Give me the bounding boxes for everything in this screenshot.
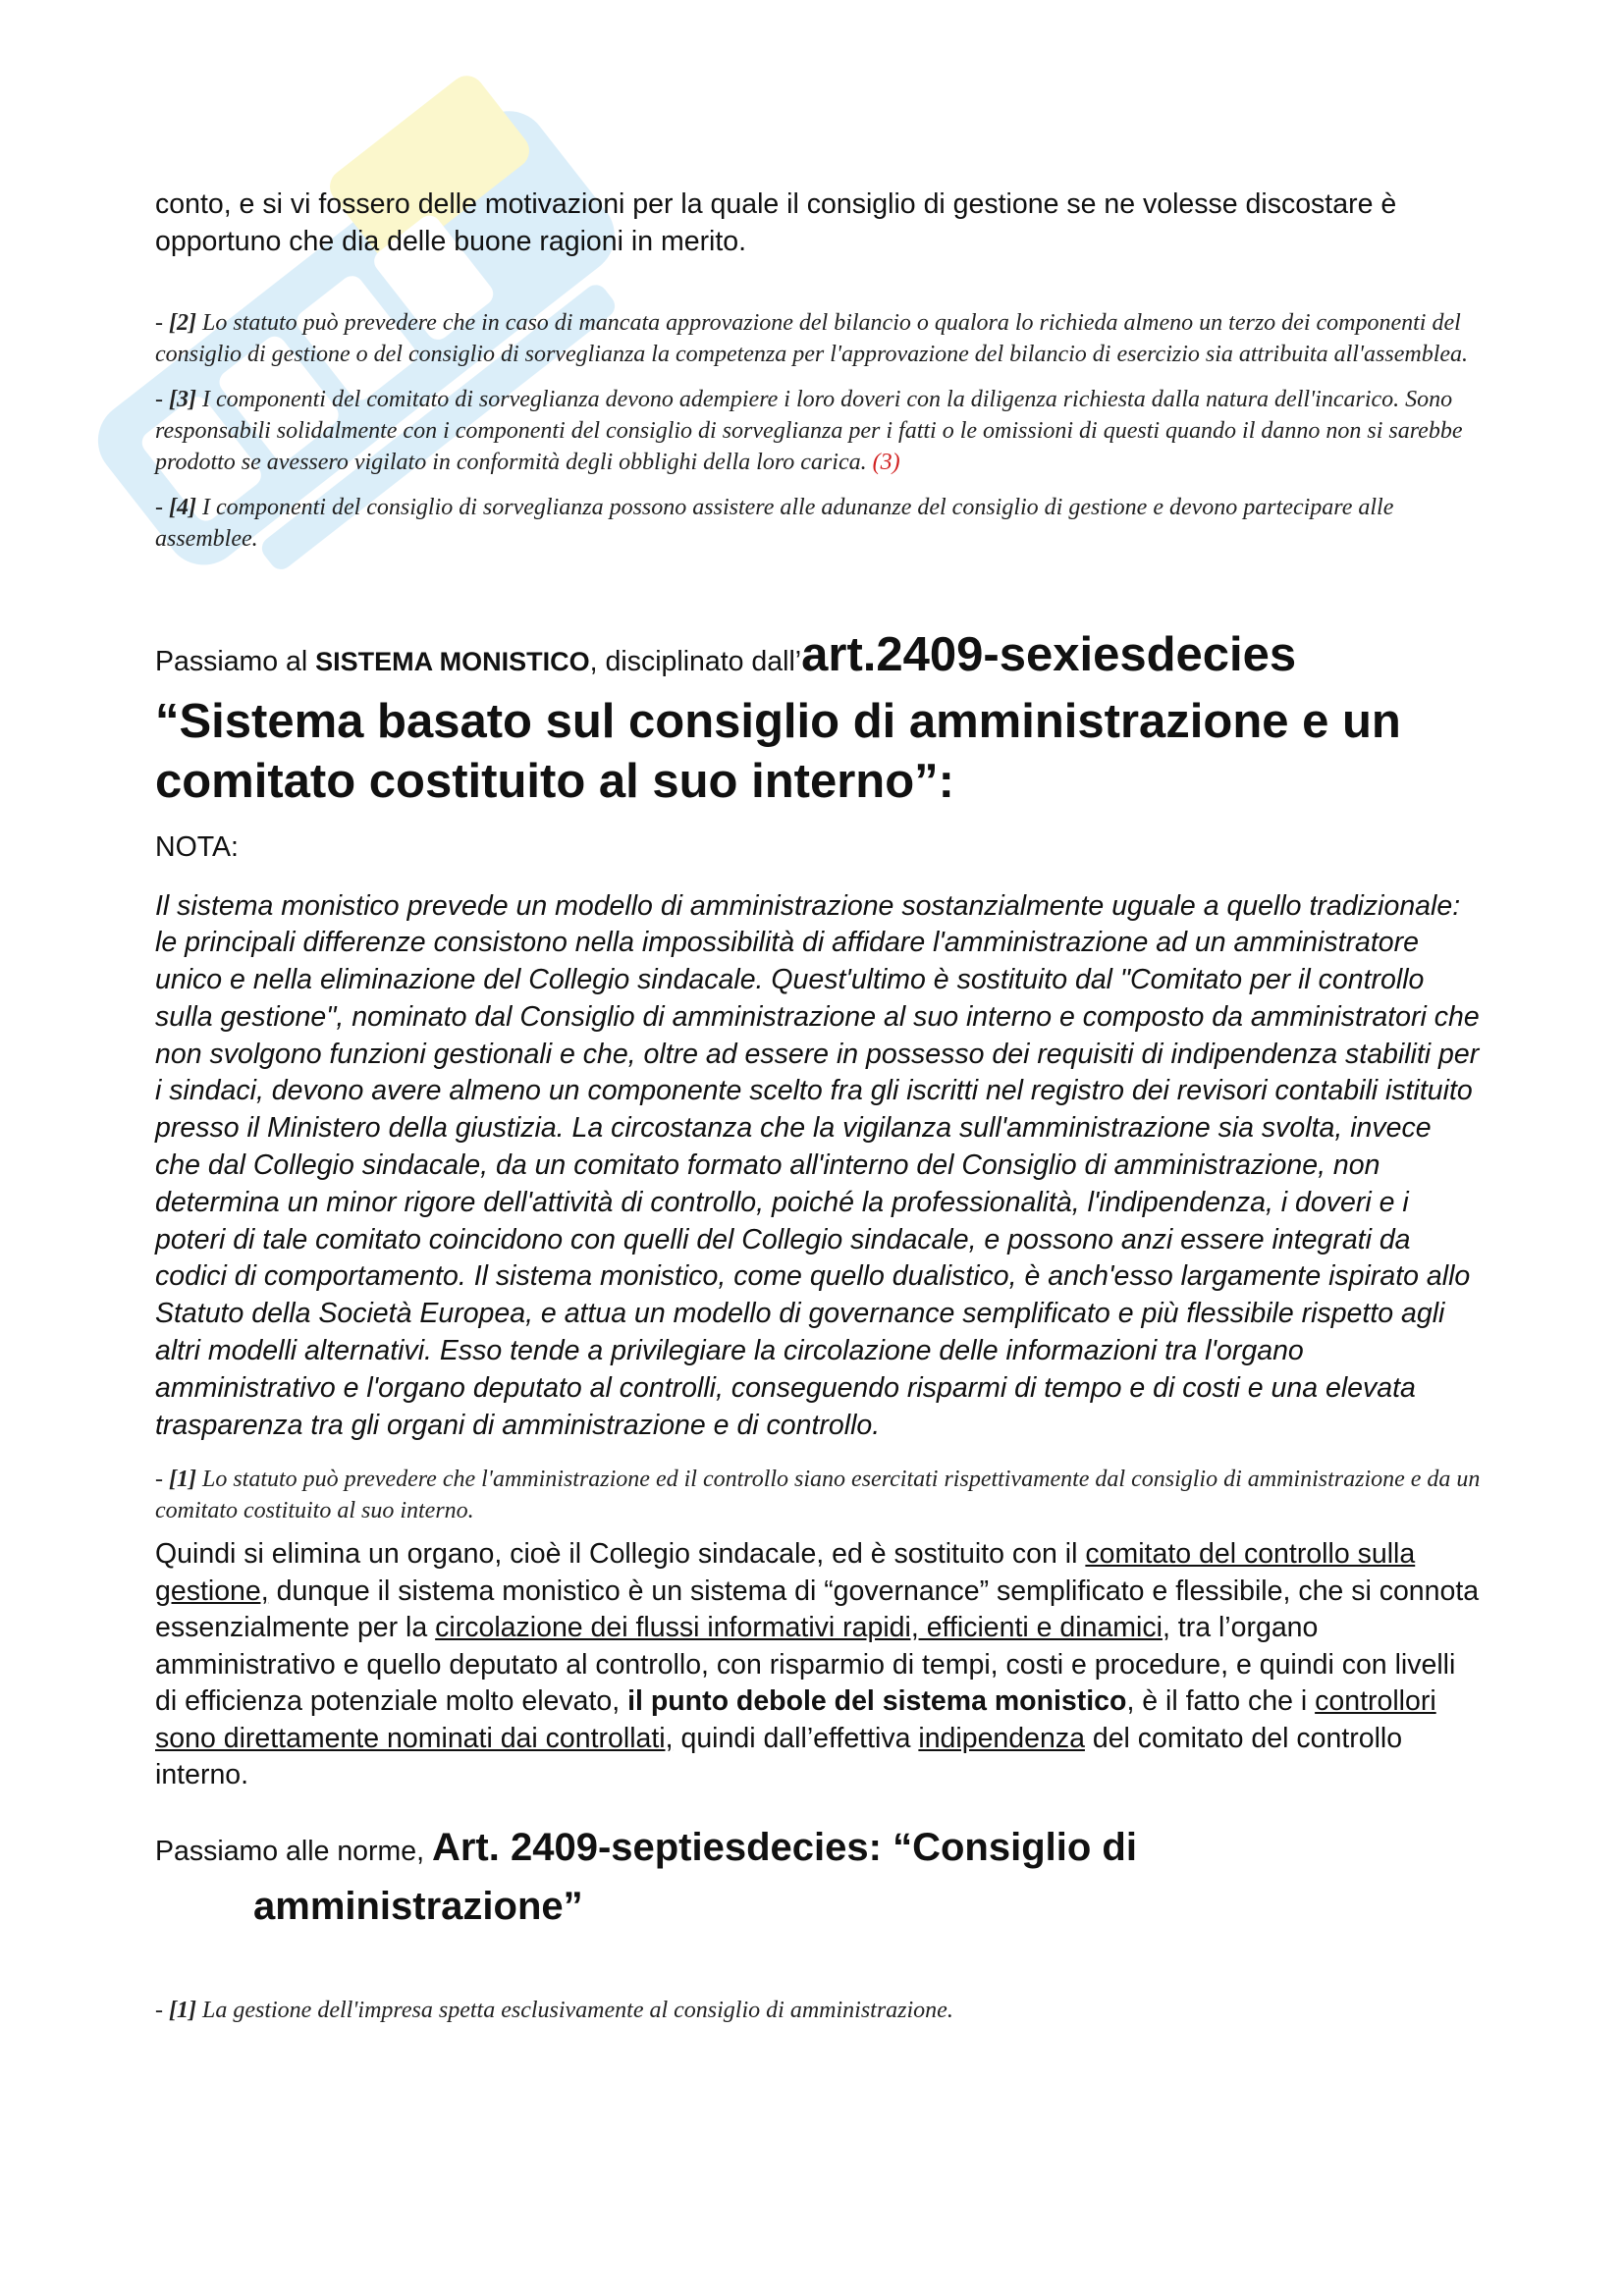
comma-number: [2] bbox=[169, 310, 196, 336]
article-ref-cont: amministrazione” bbox=[253, 1884, 583, 1928]
nota-label: NOTA: bbox=[155, 831, 239, 863]
comma-text: Lo statuto può prevedere che l'amministrazione ed il controllo siano esercitati rispettivamente dal consiglio di amministrazione e da un comitato costituito al suo interno. bbox=[155, 1467, 1481, 1524]
comma-1-monistico: - [1] Lo statuto può prevedere che l'amministrazione ed il controllo siano esercitati rispettivamente dal consiglio di amministrazione e da un comitato costituito al suo interno. bbox=[155, 1467, 1481, 1524]
nota-body: Il sistema monistico prevede un modello di amministrazione sostanzialmente uguale a quello tradizionale: le principali differenze consistono nella impossibilità di affidare l'amministrazione ad un amministratore unico e nella eliminazione del Collegio sindacale. Quest'ultimo è sostituito dal "Comitato per il controllo sulla gestione", nominato dal Consiglio di amministrazione al suo interno e composto da amministratori che non svolgono funzioni gestionali e che, oltre ad essere in possesso dei requisiti di indipendenza stabiliti per i sindaci, devono avere almeno un componente scelto fra gli iscritti nel registro dei revisori contabili istituito presso il Ministero della giustizia. La circostanza che la vigilanza sull'amministrazione sia svolta, invece che dal Collegio sindacale, da un comitato formato all'interno del Consiglio di amministrazione, non determina un minor rigore dell'attività di controllo, poiché la professionalità, l'indipendenza, i doveri e i poteri di tale comitato coincidono con quelli del Collegio sindacale, e possono anzi essere integrati da codici di comportamento. Il sistema monistico, come quello dualistico, è anch'esso largamente ispirato allo Statuto della Società Europea, e attua un modello di governance semplificato e più flessibile rispetto agli altri modelli alternativi. Esso tende a privilegiare la circolazione delle informazioni tra l'organo amministrativo e l'organo deputato al controlli, conseguendo risparmi di tempo e di costi e una elevata trasparenza tra gli organi di amministrazione e di controllo. bbox=[155, 889, 1480, 1441]
comma-4: - [4] I componenti del consiglio di sorveglianza possono assistere alle adunanze del consiglio di gestione e devono partecipare alle assemblee. bbox=[155, 495, 1394, 552]
paragraph-continuation: conto, e si vi fossero delle motivazioni per la quale il consiglio di gestione se ne volesse discostare è opportuno che dia delle buone ragioni in merito. bbox=[155, 188, 1397, 257]
heading-strong: SISTEMA MONISTICO bbox=[315, 647, 590, 676]
comma-1-cda: - [1] La gestione dell'impresa spetta esclusivamente al consiglio di amministrazione. bbox=[155, 1997, 953, 2023]
comma-number: [4] bbox=[169, 495, 196, 520]
comma-3: - [3] I componenti del comitato di sorveglianza devono adempiere i loro doveri con la diligenza richiesta dalla natura dell'incarico. Sono responsabili solidalmente con i componenti del consiglio di sorveglianza per i fatti o le omissioni di questi quando il danno non si sarebbe prodotto se avessero vigilato in conformità degli obblighi della loro carica. (3) bbox=[155, 387, 1463, 475]
heading-intro: Passiamo al bbox=[155, 646, 316, 677]
comma-number: [1] bbox=[169, 1997, 196, 2023]
footnote-ref-link[interactable]: (3) bbox=[872, 450, 900, 475]
comma-text: Lo statuto può prevedere che in caso di mancata approvazione del bilancio o qualora lo richieda almeno un terzo dei componenti del consiglio di gestione o del consiglio di sorveglianza la competenza per l'approvazione del bilancio di esercizio sia attribuita all'assemblea. bbox=[155, 310, 1469, 367]
bold-punto-debole: il punto debole del sistema monistico bbox=[627, 1685, 1127, 1718]
underline-comitato: comitato del controllo sulla gestione, bbox=[155, 1538, 1416, 1607]
quindi-paragraph: Quindi si elimina un organo, cioè il Collegio sindacale, ed è sostituito con il comitato del controllo sulla gestione, dunque il sistema monistico è un sistema di “governance” semplificato e flessibile, che si connota essenzialmente per la circolazione dei flussi informativi rapidi, efficienti e dinamici, tra l’organo amministrativo e quello deputato al controllo, con risparmio di tempi, costi e procedure, e quindi con livelli di efficienza potenziale molto elevato, il punto debole del sistema monistico, è il fatto che i controllori sono direttamente nominati dai controllati, quindi dall’effettiva indipendenza del comitato del controllo interno. bbox=[155, 1538, 1480, 1791]
comma-text: I componenti del consiglio di sorveglianza possono assistere alle adunanze del consiglio di gestione e devono partecipare alle assemblee. bbox=[155, 495, 1394, 552]
heading-norme bbox=[155, 1820, 1481, 1934]
heading-monistico bbox=[155, 625, 1481, 812]
comma-text: I componenti del comitato di sorveglianza devono adempiere i loro doveri con la diligenza richiesta dalla natura dell'incarico. Sono responsabili solidalmente con i componenti del consiglio di sorveglianza per i fatti o le omissioni di questi quando il danno non si sarebbe prodotto se avessero vigilato in conformità degli obblighi della loro carica. bbox=[155, 387, 1463, 475]
underline-circolazione: circolazione dei flussi informativi rapidi, efficienti e dinamici bbox=[435, 1612, 1163, 1644]
underline-controllori: controllori sono direttamente nominati dai controllati, bbox=[155, 1685, 1436, 1754]
article-ref: art.2409-sexiesdecies bbox=[801, 628, 1297, 681]
comma-text: La gestione dell'impresa spetta esclusivamente al consiglio di amministrazione. bbox=[201, 1997, 953, 2023]
comma-number: [1] bbox=[169, 1467, 196, 1493]
underline-indipendenza: indipendenza bbox=[918, 1722, 1085, 1754]
heading-middle: , disciplinato dall’ bbox=[589, 646, 802, 677]
article-ref: Art. 2409-septiesdecies: “Consiglio di bbox=[431, 1825, 1137, 1869]
comma-2: - [2] Lo statuto può prevedere che in caso di mancata approvazione del bilancio o qualora lo richieda almeno un terzo dei componenti del consiglio di gestione o del consiglio di sorveglianza la competenza per l'approvazione del bilancio di esercizio sia attribuita all'assemblea. bbox=[155, 310, 1469, 367]
article-title: “Sistema basato sul consiglio di amministrazione e un comitato costituito al suo interno”: bbox=[155, 695, 1401, 808]
heading-intro: Passiamo alle norme, bbox=[155, 1835, 432, 1867]
comma-number: [3] bbox=[169, 387, 196, 412]
